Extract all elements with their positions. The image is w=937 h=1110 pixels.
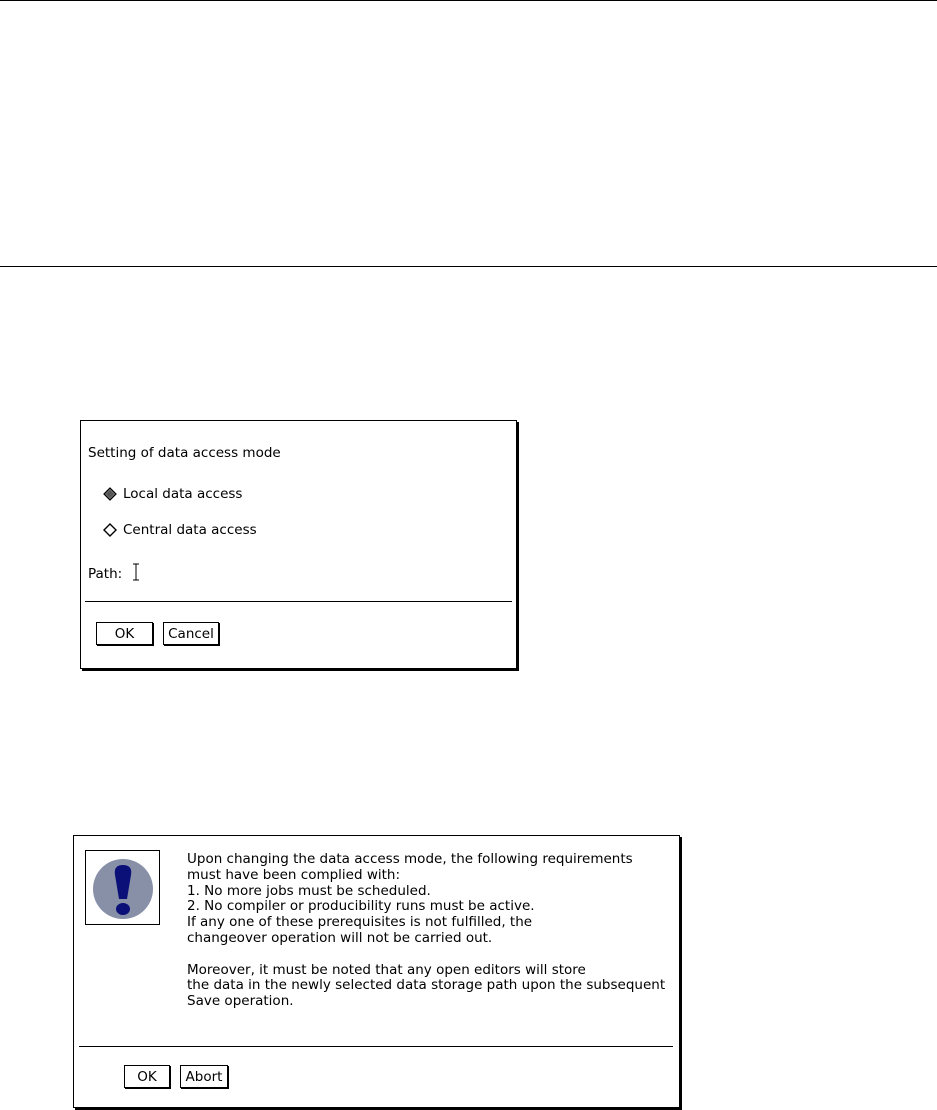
radio-local-icon[interactable] [103,487,117,501]
abort-button[interactable]: Abort [180,1065,228,1088]
dialog-separator [85,601,512,602]
message-line: changeover operation will not be carried out. [187,929,493,946]
dialog-separator [79,1046,673,1047]
message-line: Moreover, it must be noted that any open editors will store [187,961,586,978]
message-spacer [187,947,665,963]
exclamation-icon [86,851,159,924]
top-rule [0,0,937,1]
message-line: If any one of these prerequisites is not fulfilled, the [187,914,533,931]
warning-icon-frame [85,850,160,925]
message-line: Save operation. [187,993,294,1010]
text-cursor-icon [131,563,141,581]
path-input[interactable] [131,562,501,584]
message-line: Upon changing the data access mode, the following requirements [187,851,633,867]
message-line: 2. No compiler or producibility runs must be active. [187,898,535,915]
cancel-button[interactable]: Cancel [163,622,219,645]
message-line: the data in the newly selected data storage path upon the subsequent [187,977,666,994]
message-line: must have been complied with: [187,866,401,883]
radio-central-icon[interactable] [103,523,117,537]
section-rule [0,266,937,267]
ok-button[interactable]: OK [96,622,153,645]
path-label: Path: [88,566,123,582]
data-access-mode-dialog [80,420,517,669]
dialog-title: Setting of data access mode [88,445,281,461]
radio-central-label[interactable]: Central data access [123,522,257,538]
ok-button[interactable]: OK [124,1065,170,1088]
radio-local-label[interactable]: Local data access [123,486,243,502]
warning-message [187,852,665,1010]
warning-dialog [73,835,680,1108]
message-line: 1. No more jobs must be scheduled. [187,882,431,899]
